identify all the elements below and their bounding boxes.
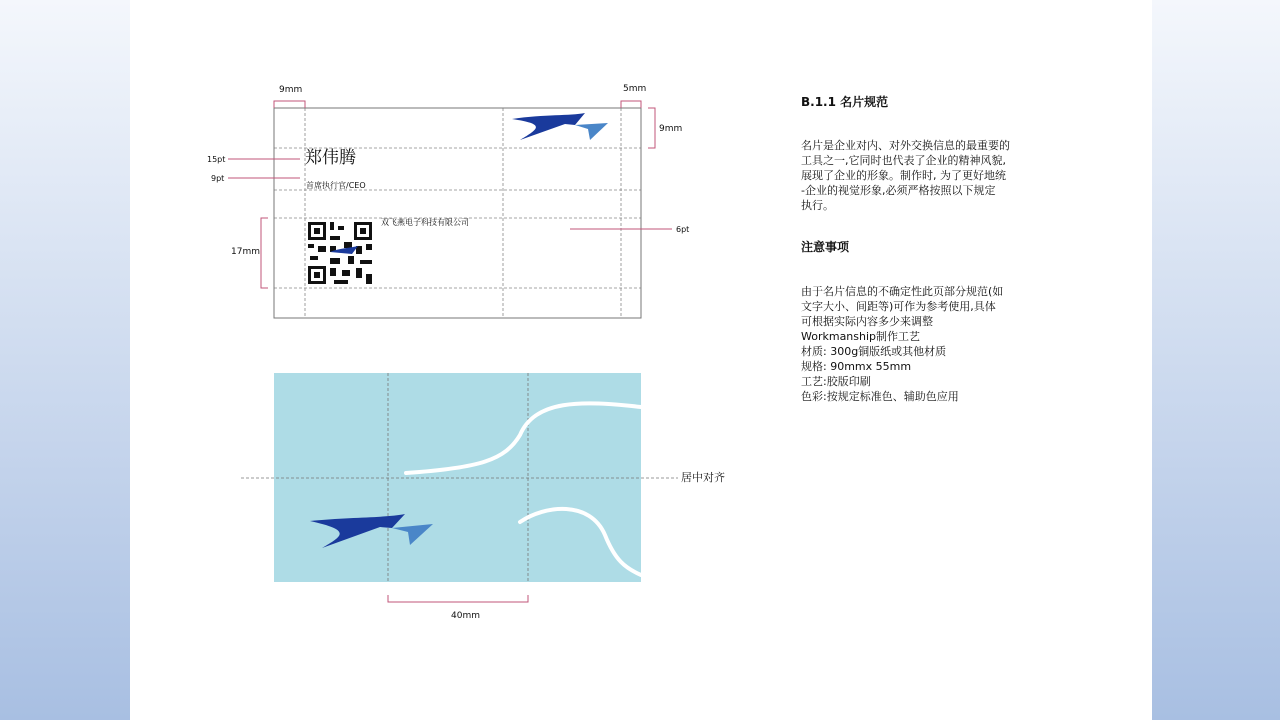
title-size-label: 9pt xyxy=(211,174,225,183)
company-size-label: 6pt xyxy=(676,225,690,234)
card-name: 郑伟腾 xyxy=(305,148,356,168)
notes-paragraph xyxy=(801,284,1003,404)
intro-paragraph xyxy=(801,138,1010,213)
intro-line: 工具之一,它同时也代表了企业的精神风貌, xyxy=(801,154,1006,167)
brand-logo-icon xyxy=(512,113,608,140)
note-line: 可根据实际内容多少来调整 xyxy=(801,315,933,328)
name-size-label: 15pt xyxy=(207,155,226,164)
section-title: B.1.1 名片规范 xyxy=(801,95,889,109)
intro-line: 执行。 xyxy=(801,199,834,212)
note-line: 由于名片信息的不确定性此页部分规范(如 xyxy=(801,285,1004,298)
note-line: Workmanship制作工艺 xyxy=(801,330,921,343)
card-company: 双飞燕电子科技有限公司 xyxy=(381,218,469,227)
top-margin-label: 9mm xyxy=(659,124,683,134)
note-line: 材质: 300g铜版纸或其他材质 xyxy=(801,345,947,358)
notes-title: 注意事项 xyxy=(801,240,850,254)
back-width-label: 40mm xyxy=(451,611,480,621)
note-line: 工艺:胶版印刷 xyxy=(801,375,871,388)
card-front xyxy=(274,108,641,318)
block-height-label: 17mm xyxy=(231,247,260,257)
intro-line: 名片是企业对内、对外交换信息的最重要的 xyxy=(801,139,1010,152)
left-margin-label: 9mm xyxy=(279,85,303,95)
qr-code-icon xyxy=(308,222,372,284)
intro-line: -企业的视觉形象,必须严格按照以下规定 xyxy=(801,184,996,197)
intro-line: 展现了企业的形象。制作时, 为了更好地统 xyxy=(801,169,1006,182)
note-line: 文字大小、间距等)可作为参考使用,具体 xyxy=(801,300,996,313)
note-line: 色彩:按规定标准色、辅助色应用 xyxy=(801,390,959,403)
card-job-title: 首席执行官/CEO xyxy=(306,181,366,190)
center-align-label: 居中对齐 xyxy=(681,471,725,484)
right-margin-label: 5mm xyxy=(623,84,647,94)
note-line: 规格: 90mmx 55mm xyxy=(801,360,912,373)
